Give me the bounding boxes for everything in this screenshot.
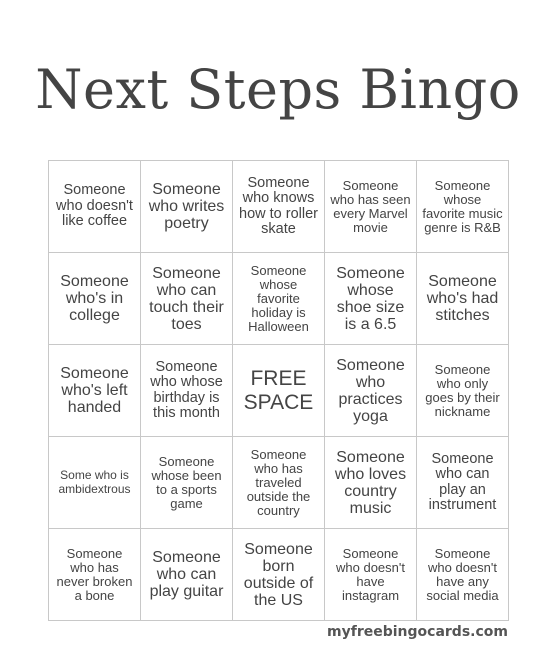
bingo-cell-text: Someone who whose birthday is this month: [150, 358, 223, 421]
bingo-cell-text: Someone whose favorite music genre is R&B: [422, 177, 503, 235]
bingo-cell-text: Someone who can touch their toes: [149, 264, 224, 333]
bingo-cell: [417, 437, 509, 529]
bingo-cell-text: Someone whose been to a sports game: [151, 453, 222, 511]
bingo-cell: [233, 437, 325, 529]
bingo-cell: [141, 437, 233, 529]
bingo-cell-text: Someone who can play an instrument: [428, 450, 497, 513]
bingo-cell: [417, 345, 509, 437]
bingo-cell-text: Someone who practices yoga: [336, 356, 405, 425]
bingo-cell-text: Someone who doesn't have any social media: [426, 545, 499, 603]
bingo-cell-text: Someone who has never broken a bone: [56, 545, 133, 603]
bingo-cell: [49, 253, 141, 345]
bingo-cell: [325, 437, 417, 529]
bingo-cell-text: Someone who only goes by their nickname: [425, 361, 500, 419]
bingo-cell-text: Someone who knows how to roller skate: [239, 174, 318, 237]
bingo-cell: [325, 529, 417, 621]
bingo-cell: [233, 253, 325, 345]
bingo-cell: [49, 161, 141, 253]
bingo-cell-text: Someone who loves country music: [334, 448, 407, 517]
bingo-cell: [141, 161, 233, 253]
bingo-cell: [233, 529, 325, 621]
bingo-cell-text: Someone who doesn't like coffee: [56, 182, 133, 230]
bingo-cell-text: Someone who has traveled outside the country: [246, 446, 311, 518]
bingo-cell-text: Someone who's left handed: [60, 365, 129, 416]
bingo-board: [48, 160, 509, 621]
bingo-cell: [325, 345, 417, 437]
bingo-cell-text: Someone who doesn't have instagram: [336, 545, 405, 603]
bingo-cell: [49, 529, 141, 621]
bingo-cell: [233, 161, 325, 253]
bingo-cell: [325, 253, 417, 345]
free-space-cell: [233, 345, 325, 437]
bingo-cell: [325, 161, 417, 253]
bingo-cell-text: Someone who's had stitches: [426, 273, 499, 324]
bingo-cell: [141, 345, 233, 437]
free-space-text: FREE SPACE: [243, 366, 314, 414]
bingo-cell-text: Someone born outside of the US: [243, 540, 314, 609]
bingo-cell: [417, 529, 509, 621]
bingo-cell-text: Someone whose favorite holiday is Halloween: [248, 262, 309, 334]
bingo-cell-text: Some who is ambidextrous: [58, 468, 131, 496]
bingo-cell-text: Someone who has seen every Marvel movie: [330, 177, 411, 235]
site-credit: myfreebingocards.com: [327, 624, 508, 640]
bingo-cell: [417, 253, 509, 345]
bingo-cell-text: Someone who writes poetry: [148, 181, 225, 232]
page-title: Next Steps Bingo: [35, 58, 521, 121]
bingo-cell: [49, 437, 141, 529]
bingo-cell: [49, 345, 141, 437]
bingo-cell: [141, 253, 233, 345]
bingo-cell: [417, 161, 509, 253]
bingo-cell-text: Someone who can play guitar: [149, 549, 224, 600]
bingo-cell-text: Someone whose shoe size is a 6.5: [336, 264, 405, 333]
bingo-cell: [141, 529, 233, 621]
bingo-cell-text: Someone who's in college: [60, 273, 129, 324]
